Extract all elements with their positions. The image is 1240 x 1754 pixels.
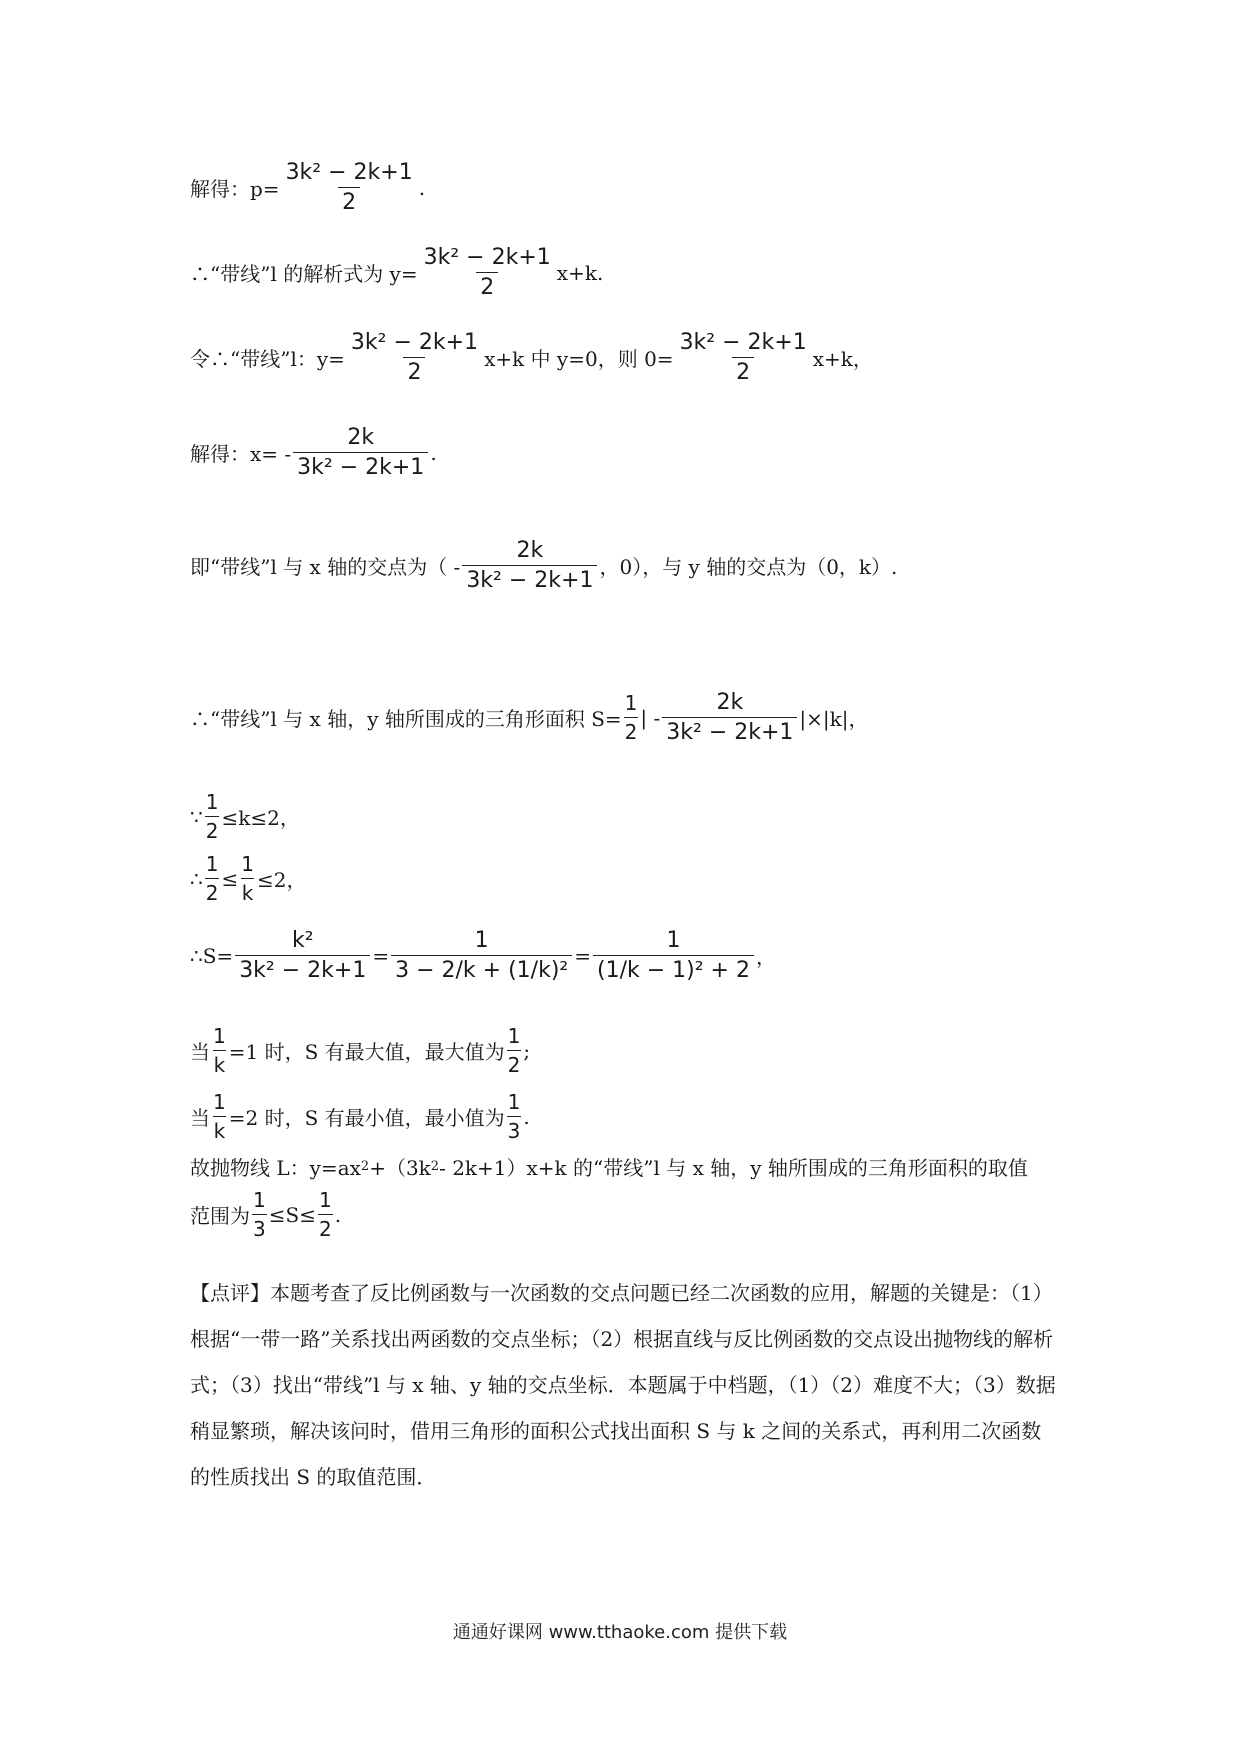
text: . [334, 1202, 342, 1227]
text: 范围为 [190, 1204, 250, 1228]
solution-line-invk-range [190, 852, 306, 905]
text: 当 [190, 1040, 210, 1064]
numerator: 1 [205, 790, 219, 814]
text: x+k， [812, 347, 873, 371]
solution-line-let-y0 [190, 330, 873, 385]
text: . [418, 175, 426, 200]
text: 解得：x= - [190, 442, 292, 466]
denominator: 2 [205, 878, 220, 905]
denominator: 3 − 2/k + (1/k)² [391, 955, 572, 983]
solution-line-range [190, 1188, 341, 1241]
fraction-p [347, 330, 482, 385]
text: =2 时，S 有最小值，最小值为 [228, 1106, 505, 1130]
text: ，0），与 y 轴的交点为（0，k）. [599, 555, 898, 579]
text: x+k. [556, 260, 604, 285]
text: ∴ [190, 866, 203, 891]
comment-paragraph: 【点评】本题考查了反比例函数与一次函数的交点问题已经二次函数的应用，解题的关键是：（1）根据“一带一路”关系找出两函数的交点坐标；（2）根据直线与反比例函数的交点设出抛物线的解析式；（3）找出“带线”l 与 x 轴、y 轴的交点坐标．本题属于中档题，（1）（2）难度不大；（3）数据稍显繁琐，解决该问时，借用三角形的面积公式找出面积 S 与 k 之间的关系式，再利用二次函数的性质找出 S 的取值范围． [190, 1281, 1056, 1489]
fraction-S3 [593, 928, 754, 983]
fraction-p [282, 160, 417, 215]
text: = [372, 943, 390, 968]
text: 解得：p= [190, 177, 280, 201]
text: - 2k+1）x+k 的“带线”l 与 x 轴，y 轴所围成的三角形面积的取值 [439, 1156, 1028, 1180]
text: ≤ [221, 866, 239, 891]
text: ∴S= [190, 943, 234, 968]
text: ∴“带线”l 与 x 轴，y 轴所围成的三角形面积 S= [190, 707, 622, 731]
text: +（3k [369, 1156, 431, 1180]
text: 故抛物线 L：y=ax [190, 1156, 361, 1180]
denominator: 3 [507, 1116, 522, 1143]
numerator: 3k² − 2k+1 [285, 160, 413, 185]
numerator: 1 [213, 1024, 226, 1048]
fraction-half [624, 691, 639, 744]
numerator: 1 [624, 691, 638, 715]
text: 即“带线”l 与 x 轴的交点为（ - [190, 555, 461, 579]
numerator: 1 [474, 928, 489, 953]
denominator: 2 [338, 187, 360, 215]
solution-line-k-range [190, 790, 300, 843]
solution-line-p [190, 160, 425, 215]
text: ≤2， [256, 868, 307, 892]
text: | - [640, 705, 661, 730]
text: =1 时，S 有最大值，最大值为 [228, 1040, 505, 1064]
numerator: 2k [347, 425, 375, 450]
denominator: 2 [403, 357, 425, 385]
text: ， [755, 945, 776, 969]
denominator: 3k² − 2k+1 [293, 452, 428, 480]
fraction-inv-k [212, 1090, 227, 1143]
denominator: k [213, 1050, 227, 1077]
text: 当 [190, 1106, 210, 1130]
denominator: 2 [476, 272, 498, 300]
fraction-p [676, 330, 811, 385]
denominator: 2 [507, 1050, 522, 1077]
denominator: k [213, 1116, 227, 1143]
fraction-half [205, 790, 220, 843]
fraction-S2 [391, 928, 572, 983]
solution-line-conclusion [190, 1152, 1028, 1181]
fraction-x [293, 425, 428, 480]
numerator: 2k [716, 690, 744, 715]
fraction-S1 [235, 928, 370, 983]
numerator: 1 [666, 928, 681, 953]
text: ≤S≤ [268, 1202, 316, 1227]
solution-line-x [190, 425, 437, 480]
numerator: 1 [318, 1188, 332, 1212]
fraction-inv-k [212, 1024, 227, 1077]
solution-line-expression [190, 245, 603, 300]
page-footer: 通通好课网 www.tthaoke.com 提供下载 [452, 1622, 788, 1643]
text: ≤k≤2， [221, 806, 300, 830]
numerator: 1 [241, 852, 254, 876]
denominator: 3k² − 2k+1 [462, 565, 597, 593]
numerator: 2k [516, 538, 544, 563]
numerator: 1 [205, 852, 219, 876]
text: x+k 中 y=0，则 0= [484, 347, 674, 371]
text: ; [523, 1038, 531, 1063]
fraction-p [420, 245, 555, 300]
numerator: 1 [213, 1090, 226, 1114]
numerator: 3k² − 2k+1 [423, 245, 551, 270]
text: = [574, 943, 591, 968]
numerator: 3k² − 2k+1 [679, 330, 807, 355]
fraction-half [318, 1188, 333, 1241]
text: |×|k|， [799, 707, 869, 731]
numerator: k² [291, 928, 314, 953]
solution-line-max [190, 1024, 530, 1077]
solution-line-S-formula [190, 928, 776, 983]
denominator: 3 [252, 1214, 267, 1241]
solution-line-min [190, 1090, 530, 1143]
numerator: 1 [507, 1090, 521, 1114]
denominator: 2 [624, 717, 639, 744]
fraction-x [462, 538, 597, 593]
denominator: 3k² − 2k+1 [235, 955, 370, 983]
text: 令∴“带线”l：y= [190, 347, 345, 371]
denominator: (1/k − 1)² + 2 [593, 955, 754, 983]
text: . [430, 440, 437, 465]
denominator: 2 [318, 1214, 333, 1241]
superscript: 2 [430, 1159, 440, 1174]
denominator: 2 [205, 816, 220, 843]
fraction-half [205, 852, 220, 905]
numerator: 1 [253, 1188, 266, 1212]
superscript: 2 [360, 1159, 370, 1174]
denominator: 3k² − 2k+1 [662, 717, 797, 745]
fraction-third [507, 1090, 522, 1143]
text: ∴“带线”l 的解析式为 y= [190, 262, 418, 286]
denominator: k [241, 878, 255, 905]
solution-line-area [190, 690, 869, 745]
solution-line-intersections [190, 538, 897, 593]
text: . [523, 1104, 530, 1129]
fraction-inv-k [240, 852, 255, 905]
fraction-half [507, 1024, 522, 1077]
text: ∵ [190, 804, 203, 829]
numerator: 1 [507, 1024, 521, 1048]
fraction-third [252, 1188, 267, 1241]
numerator: 3k² − 2k+1 [350, 330, 479, 355]
fraction-x [662, 690, 797, 745]
denominator: 2 [732, 357, 754, 385]
